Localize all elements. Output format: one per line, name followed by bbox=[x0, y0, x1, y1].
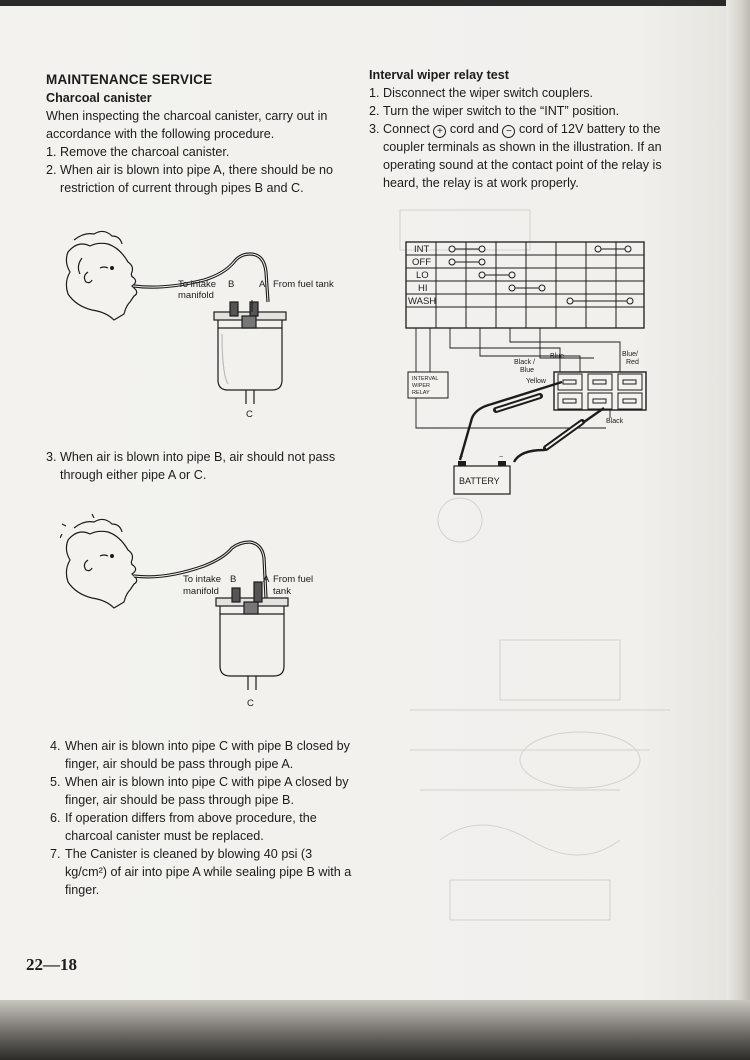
battery-minus-terminal: − bbox=[499, 454, 504, 461]
section-heading: MAINTENANCE SERVICE bbox=[46, 72, 213, 87]
step-number: 5. bbox=[50, 775, 61, 789]
step-number: 1. bbox=[46, 145, 57, 159]
label-pipe-a: A bbox=[259, 279, 266, 290]
relay-label-line1: INTERVAL bbox=[412, 376, 439, 382]
step-three-block bbox=[46, 448, 354, 484]
label-pipe-a: A bbox=[263, 574, 270, 585]
step-text: Disconnect the wiper switch couplers. bbox=[383, 86, 593, 100]
label-pipe-c: C bbox=[247, 698, 254, 709]
step-item bbox=[369, 120, 681, 192]
wire-label-blue: Blue bbox=[550, 353, 565, 360]
step-text-cord-and: cord and bbox=[449, 122, 499, 136]
battery-plus-terminal: + bbox=[459, 454, 464, 461]
step-item bbox=[50, 809, 356, 845]
switch-table bbox=[406, 242, 644, 328]
label-pipe-c: C bbox=[246, 409, 253, 420]
step-item bbox=[50, 773, 356, 809]
canister-figure-blow-b bbox=[60, 512, 360, 712]
label-manifold: manifold bbox=[183, 586, 219, 597]
charcoal-canister bbox=[214, 302, 286, 404]
step-number: 2. bbox=[46, 163, 57, 177]
switch-row-lo: LO bbox=[416, 270, 429, 281]
scan-bottom-edge bbox=[0, 1000, 750, 1060]
wiper-relay-wiring-diagram bbox=[400, 238, 650, 500]
plus-symbol: + bbox=[433, 125, 446, 138]
label-from-fuel: From fuel bbox=[273, 574, 314, 585]
switch-row-int: INT bbox=[414, 244, 430, 255]
step-item bbox=[50, 845, 356, 899]
step-number: 2. bbox=[369, 104, 380, 118]
step-text: When air is blown into pipe C with pipe A closed by finger, air should be pass through pipe B. bbox=[65, 775, 349, 807]
wire-label-yellow: Yellow bbox=[526, 378, 546, 385]
page-binding-edge bbox=[726, 0, 750, 1000]
lower-steps bbox=[50, 737, 356, 899]
person-head-illustration bbox=[66, 231, 136, 320]
canister-figure-blow-a bbox=[60, 228, 360, 423]
page-number: 22—18 bbox=[26, 955, 77, 974]
step-item bbox=[46, 448, 354, 484]
step-text-rest: cord of 12V battery to the coupler terminals as shown in the illustration. If an operating sound at the contact point of the relay is heard, the relay is at work properly. bbox=[383, 122, 662, 190]
coupler-connector bbox=[554, 372, 646, 410]
scan-top-edge bbox=[0, 0, 750, 6]
wire-label-blue-red-1: Blue/ bbox=[622, 351, 638, 358]
battery bbox=[454, 454, 510, 494]
label-to-intake: To intake bbox=[183, 574, 222, 585]
step-number: 6. bbox=[50, 811, 61, 825]
step-text-connect: Connect bbox=[383, 122, 430, 136]
step-text: Remove the charcoal canister. bbox=[60, 145, 230, 159]
switch-row-wash: WASH bbox=[408, 296, 437, 307]
wire-label-blue-red-2: Red bbox=[626, 359, 639, 366]
step-number: 1. bbox=[369, 86, 380, 100]
subsection-heading: Charcoal canister bbox=[46, 91, 152, 105]
label-manifold: manifold bbox=[178, 290, 214, 301]
label-to-intake: To intake bbox=[178, 279, 217, 290]
step-text: When air is blown into pipe C with pipe B closed by finger, air should be pass through pipe A. bbox=[65, 739, 350, 771]
step-number: 3. bbox=[369, 122, 380, 136]
step-number: 7. bbox=[50, 847, 61, 861]
interval-wiper-relay bbox=[408, 372, 448, 398]
step-text: If operation differs from above procedure, the charcoal canister must be replaced. bbox=[65, 811, 317, 843]
label-from-fuel-tank: From fuel tank bbox=[273, 279, 334, 290]
minus-symbol: − bbox=[502, 125, 515, 138]
step-text: The Canister is cleaned by blowing 40 psi (3 kg/cm²) of air into pipe A while sealing pipe B with a finger. bbox=[65, 847, 352, 897]
switch-row-hi: HI bbox=[418, 283, 428, 294]
label-tank: tank bbox=[273, 586, 291, 597]
relay-label-line2: WIPER bbox=[412, 383, 431, 389]
step-text: When air is blown into pipe B, air should not pass through either pipe A or C. bbox=[60, 450, 336, 482]
label-pipe-b: B bbox=[230, 574, 237, 585]
battery-label: BATTERY bbox=[459, 476, 500, 486]
step-item bbox=[369, 102, 681, 120]
interval-wiper-relay-section bbox=[369, 66, 681, 192]
step-number: 3. bbox=[46, 450, 57, 464]
person-head-illustration bbox=[60, 514, 137, 608]
step-number: 4. bbox=[50, 739, 61, 753]
label-pipe-b: B bbox=[228, 279, 235, 290]
charcoal-canister bbox=[216, 582, 288, 690]
relay-label-line3: RELAY bbox=[412, 390, 430, 396]
switch-row-off: OFF bbox=[412, 257, 431, 268]
wire-label-black: Black bbox=[606, 418, 624, 425]
wire-label-black-blue-2: Blue bbox=[520, 367, 535, 374]
section-heading: Interval wiper relay test bbox=[369, 68, 509, 82]
step-text: When air is blown into pipe A, there should be no restriction of current through pipes B and C. bbox=[60, 163, 334, 195]
wire-label-black-blue-1: Black / bbox=[514, 359, 536, 366]
step-item bbox=[46, 161, 352, 197]
step-item bbox=[369, 84, 681, 102]
intro-paragraph: When inspecting the charcoal canister, carry out in accordance with the following procedure. bbox=[46, 109, 328, 141]
charcoal-canister-section bbox=[46, 71, 352, 197]
step-item bbox=[50, 737, 356, 773]
step-item bbox=[46, 143, 352, 161]
step-text: Turn the wiper switch to the “INT” position. bbox=[383, 104, 620, 118]
